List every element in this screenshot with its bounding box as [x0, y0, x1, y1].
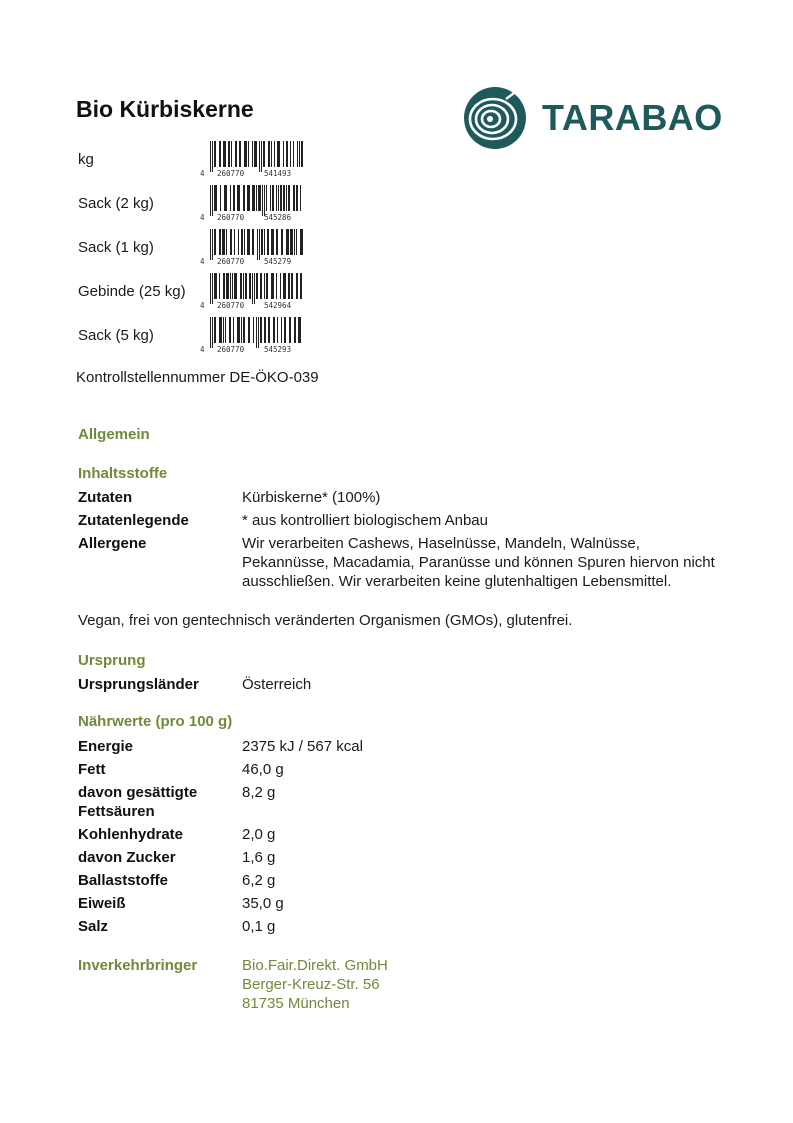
- barcode-bar: [239, 141, 241, 167]
- barcode-bar: [264, 273, 265, 299]
- barcode-bar: [244, 229, 245, 255]
- row-key: Allergene: [78, 535, 147, 552]
- barcode-bar: [298, 317, 301, 343]
- barcode-bar: [254, 141, 257, 167]
- barcode-bar: [280, 273, 281, 299]
- barcode-bar: [286, 229, 289, 255]
- barcode-bar: [223, 141, 226, 167]
- barcode-bar: [241, 229, 243, 255]
- row-key: Fett: [78, 761, 106, 778]
- barcode-bar: [257, 229, 258, 260]
- barcode-digit: 4: [200, 213, 205, 222]
- row-value: 46,0 g: [242, 761, 284, 778]
- barcode-digit: 545286: [264, 213, 292, 222]
- barcode-bar: [210, 141, 211, 172]
- barcode-bar: [237, 317, 240, 343]
- barcode-bar: [226, 273, 229, 299]
- barcode-bar: [226, 229, 227, 255]
- barcode-bar: [291, 273, 293, 299]
- barcode-bar: [280, 185, 282, 211]
- barcode-digit: 260770: [217, 169, 245, 178]
- row-key: Kohlenhydrate: [78, 826, 184, 843]
- barcode-digit: 4: [200, 257, 205, 266]
- barcode-bar: [240, 273, 242, 299]
- packaging-row: [78, 327, 318, 371]
- barcode-bar: [243, 317, 245, 343]
- barcode-bar: [233, 317, 234, 343]
- barcode-bar: [276, 273, 277, 299]
- barcode-bar: [277, 141, 280, 167]
- section-distributor: Inverkehrbringer: [78, 957, 198, 974]
- barcode-bar: [259, 229, 260, 260]
- barcode-bar: [299, 141, 300, 167]
- section-nutrition: Nährwerte (pro 100 g): [78, 713, 233, 730]
- barcode-bar: [214, 141, 216, 167]
- barcode-bar: [296, 229, 297, 255]
- barcode-bar: [248, 141, 249, 167]
- barcode-bar: [214, 185, 217, 211]
- barcode-bar: [284, 317, 286, 343]
- barcode-bar: [232, 273, 233, 299]
- barcode-digit: 542964: [264, 301, 292, 310]
- barcode-bar: [300, 185, 301, 211]
- barcode-bar: [210, 185, 211, 216]
- barcode-bar: [264, 185, 265, 216]
- row-value: 8,2 g: [242, 784, 276, 801]
- barcode-bar: [283, 273, 286, 299]
- barcode-bar: [290, 229, 293, 255]
- row-value: 1,6 g: [242, 849, 276, 866]
- barcode-bar: [253, 317, 254, 343]
- barcode-bar: [252, 273, 253, 304]
- section-general: Allgemein: [78, 426, 150, 443]
- row-key: Ursprungsländer: [78, 676, 199, 693]
- barcode-bar: [248, 317, 250, 343]
- barcode-bar: [223, 317, 224, 343]
- distributor-address: [242, 956, 722, 1013]
- barcode-bar: [258, 317, 259, 348]
- tree-ring-icon: [462, 85, 528, 151]
- barcode: [200, 317, 310, 357]
- barcode-bar: [278, 185, 279, 211]
- barcode-bar: [261, 229, 263, 255]
- barcode-digit: 260770: [217, 257, 245, 266]
- barcode-bar: [229, 317, 231, 343]
- barcode-digit: 545293: [264, 345, 292, 354]
- row-value: 2375 kJ / 567 kcal: [242, 738, 363, 755]
- row-value: 35,0 g: [242, 895, 284, 912]
- barcode-bar: [212, 273, 213, 304]
- barcode-bar: [296, 273, 298, 299]
- barcode-bar: [256, 317, 257, 348]
- barcode-bar: [276, 229, 278, 255]
- brand-name: TARABAO: [542, 97, 723, 138]
- barcode: [200, 273, 310, 313]
- barcode-bar: [297, 141, 298, 167]
- barcode-digit: 4: [200, 169, 205, 178]
- barcode-bar: [276, 185, 277, 211]
- section-origin: Ursprung: [78, 652, 146, 669]
- barcode-bar: [266, 273, 268, 299]
- row-key: Zutatenlegende: [78, 512, 189, 529]
- barcode-bar: [252, 185, 255, 211]
- row-value: 6,2 g: [242, 872, 276, 889]
- barcode-bar: [252, 229, 254, 255]
- row-value: 0,1 g: [242, 918, 276, 935]
- diet-note: Vegan, frei von gentechnisch veränderten Organismen (GMOs), glutenfrei.: [78, 612, 573, 629]
- barcode-bar: [210, 317, 211, 348]
- barcode-bar: [219, 317, 222, 343]
- barcode-digit: 4: [200, 345, 205, 354]
- barcode-bar: [296, 185, 298, 211]
- barcode-bar: [234, 229, 235, 255]
- barcode-bar: [222, 229, 225, 255]
- barcode-bar: [230, 273, 231, 299]
- barcode-bar: [266, 185, 267, 211]
- barcode-bar: [245, 273, 247, 299]
- barcode-digit: 260770: [217, 345, 245, 354]
- address-line: Berger-Kreuz-Str. 56: [242, 976, 380, 993]
- barcode-bar: [214, 317, 216, 343]
- barcode-bar: [286, 141, 288, 167]
- barcode-bar: [223, 273, 225, 299]
- barcode-bar: [294, 229, 295, 255]
- row-key: Energie: [78, 738, 134, 755]
- row-value: * aus kontrolliert biologischem Anbau: [242, 512, 488, 529]
- barcode-bar: [258, 185, 261, 211]
- barcode-bar: [235, 141, 237, 167]
- barcode-bar: [271, 141, 272, 167]
- barcode-bar: [210, 273, 211, 304]
- barcode-bar: [231, 141, 232, 167]
- barcode-bar: [212, 141, 213, 172]
- row-key: Zutaten: [78, 489, 133, 506]
- barcode-digit: 541493: [264, 169, 292, 178]
- barcode-bar: [300, 273, 302, 299]
- barcode-bar: [293, 185, 295, 211]
- packaging-label: Sack (2 kg): [78, 195, 154, 212]
- row-value: Österreich: [242, 676, 312, 693]
- barcode-bar: [247, 185, 250, 211]
- barcode-bar: [230, 185, 231, 211]
- barcode-bar: [293, 141, 294, 167]
- row-key: Ballaststoffe: [78, 872, 169, 889]
- barcode-bar: [288, 185, 290, 211]
- packaging-label: Sack (1 kg): [78, 239, 154, 256]
- barcode-bar: [273, 317, 275, 343]
- barcode-bar: [283, 185, 285, 211]
- barcode-digit: 260770: [217, 213, 245, 222]
- address-line: 81735 München: [242, 995, 350, 1012]
- barcode-bar: [254, 273, 255, 304]
- barcode-bar: [219, 273, 220, 299]
- barcode-bar: [259, 141, 260, 172]
- barcode-bar: [243, 273, 244, 299]
- barcode-bar: [270, 185, 271, 211]
- barcode-bar: [271, 229, 274, 255]
- barcode-bar: [281, 229, 283, 255]
- barcode-bar: [252, 141, 253, 167]
- barcode-bar: [267, 229, 269, 255]
- barcode-bar: [277, 317, 278, 343]
- barcode-bar: [289, 317, 291, 343]
- barcode-bar: [264, 229, 265, 255]
- barcode-bar: [283, 141, 284, 167]
- barcode-bar: [214, 273, 217, 299]
- barcode-bar: [247, 229, 250, 255]
- barcode-digit: 260770: [217, 301, 245, 310]
- barcode-bar: [212, 185, 213, 216]
- barcode-bar: [262, 185, 263, 216]
- barcode-bar: [300, 229, 303, 255]
- barcode-bar: [272, 185, 274, 211]
- barcode-bar: [249, 273, 251, 299]
- barcode-bar: [294, 317, 296, 343]
- row-key: Salz: [78, 918, 109, 935]
- barcode-bar: [281, 317, 282, 343]
- row-key: Eiweiß: [78, 895, 126, 912]
- barcode-bar: [256, 273, 258, 299]
- barcode-bar: [243, 185, 245, 211]
- barcode-bar: [290, 141, 291, 167]
- barcode-bar: [264, 317, 266, 343]
- row-key: davon Zucker: [78, 849, 176, 866]
- barcode: [200, 141, 310, 181]
- barcode-bar: [210, 229, 211, 260]
- barcode-bar: [219, 229, 221, 255]
- barcode-bar: [225, 317, 226, 343]
- control-number: Kontrollstellennummer DE-ÖKO-039: [76, 369, 319, 386]
- barcode: [200, 185, 310, 225]
- barcode-bar: [230, 229, 232, 255]
- barcode-bar: [224, 185, 227, 211]
- barcode-bar: [261, 141, 262, 172]
- barcode-bar: [212, 317, 213, 348]
- barcode: [200, 229, 310, 269]
- row-key: davon gesättigte Fettsäuren: [78, 784, 198, 820]
- barcode-bar: [301, 141, 303, 167]
- barcode-bar: [234, 273, 237, 299]
- barcode-bar: [260, 317, 262, 343]
- barcode-bar: [233, 185, 235, 211]
- address-line: Bio.Fair.Direkt. GmbH: [242, 957, 388, 974]
- barcode-bar: [219, 141, 221, 167]
- barcode-bar: [271, 273, 274, 299]
- brand-logo: [462, 85, 723, 151]
- barcode-bar: [268, 317, 270, 343]
- product-title: Bio Kürbiskerne: [76, 96, 254, 122]
- barcode-bar: [286, 185, 287, 211]
- barcode-bar: [220, 185, 221, 211]
- barcode-digit: 4: [200, 301, 205, 310]
- barcode-bar: [260, 273, 262, 299]
- barcode-bar: [244, 141, 247, 167]
- barcode-bar: [228, 141, 230, 167]
- barcode-bar: [274, 141, 275, 167]
- packaging-label: kg: [78, 151, 94, 168]
- barcode-bar: [288, 273, 290, 299]
- barcode-bar: [268, 141, 270, 167]
- packaging-label: Sack (5 kg): [78, 327, 154, 344]
- barcode-bar: [263, 141, 265, 167]
- barcode-bar: [212, 229, 213, 260]
- barcode-bar: [214, 229, 216, 255]
- section-ingredients: Inhaltsstoffe: [78, 465, 168, 482]
- row-value: 2,0 g: [242, 826, 276, 843]
- barcode-bar: [256, 185, 257, 211]
- row-value: Kürbiskerne* (100%): [242, 489, 381, 506]
- barcode-bar: [237, 185, 240, 211]
- packaging-label: Gebinde (25 kg): [78, 283, 186, 300]
- barcode-bar: [241, 317, 242, 343]
- row-value: Wir verarbeiten Cashews, Haselnüsse, Mandeln, Walnüsse, Pekannüsse, Macadamia, Paranüsse und können Spuren hiervon nicht ausschließen. Wir verarbeiten keine glutenhaltigen Lebensmittel.: [242, 535, 715, 590]
- barcode-bar: [238, 229, 239, 255]
- barcode-digit: 545279: [264, 257, 292, 266]
